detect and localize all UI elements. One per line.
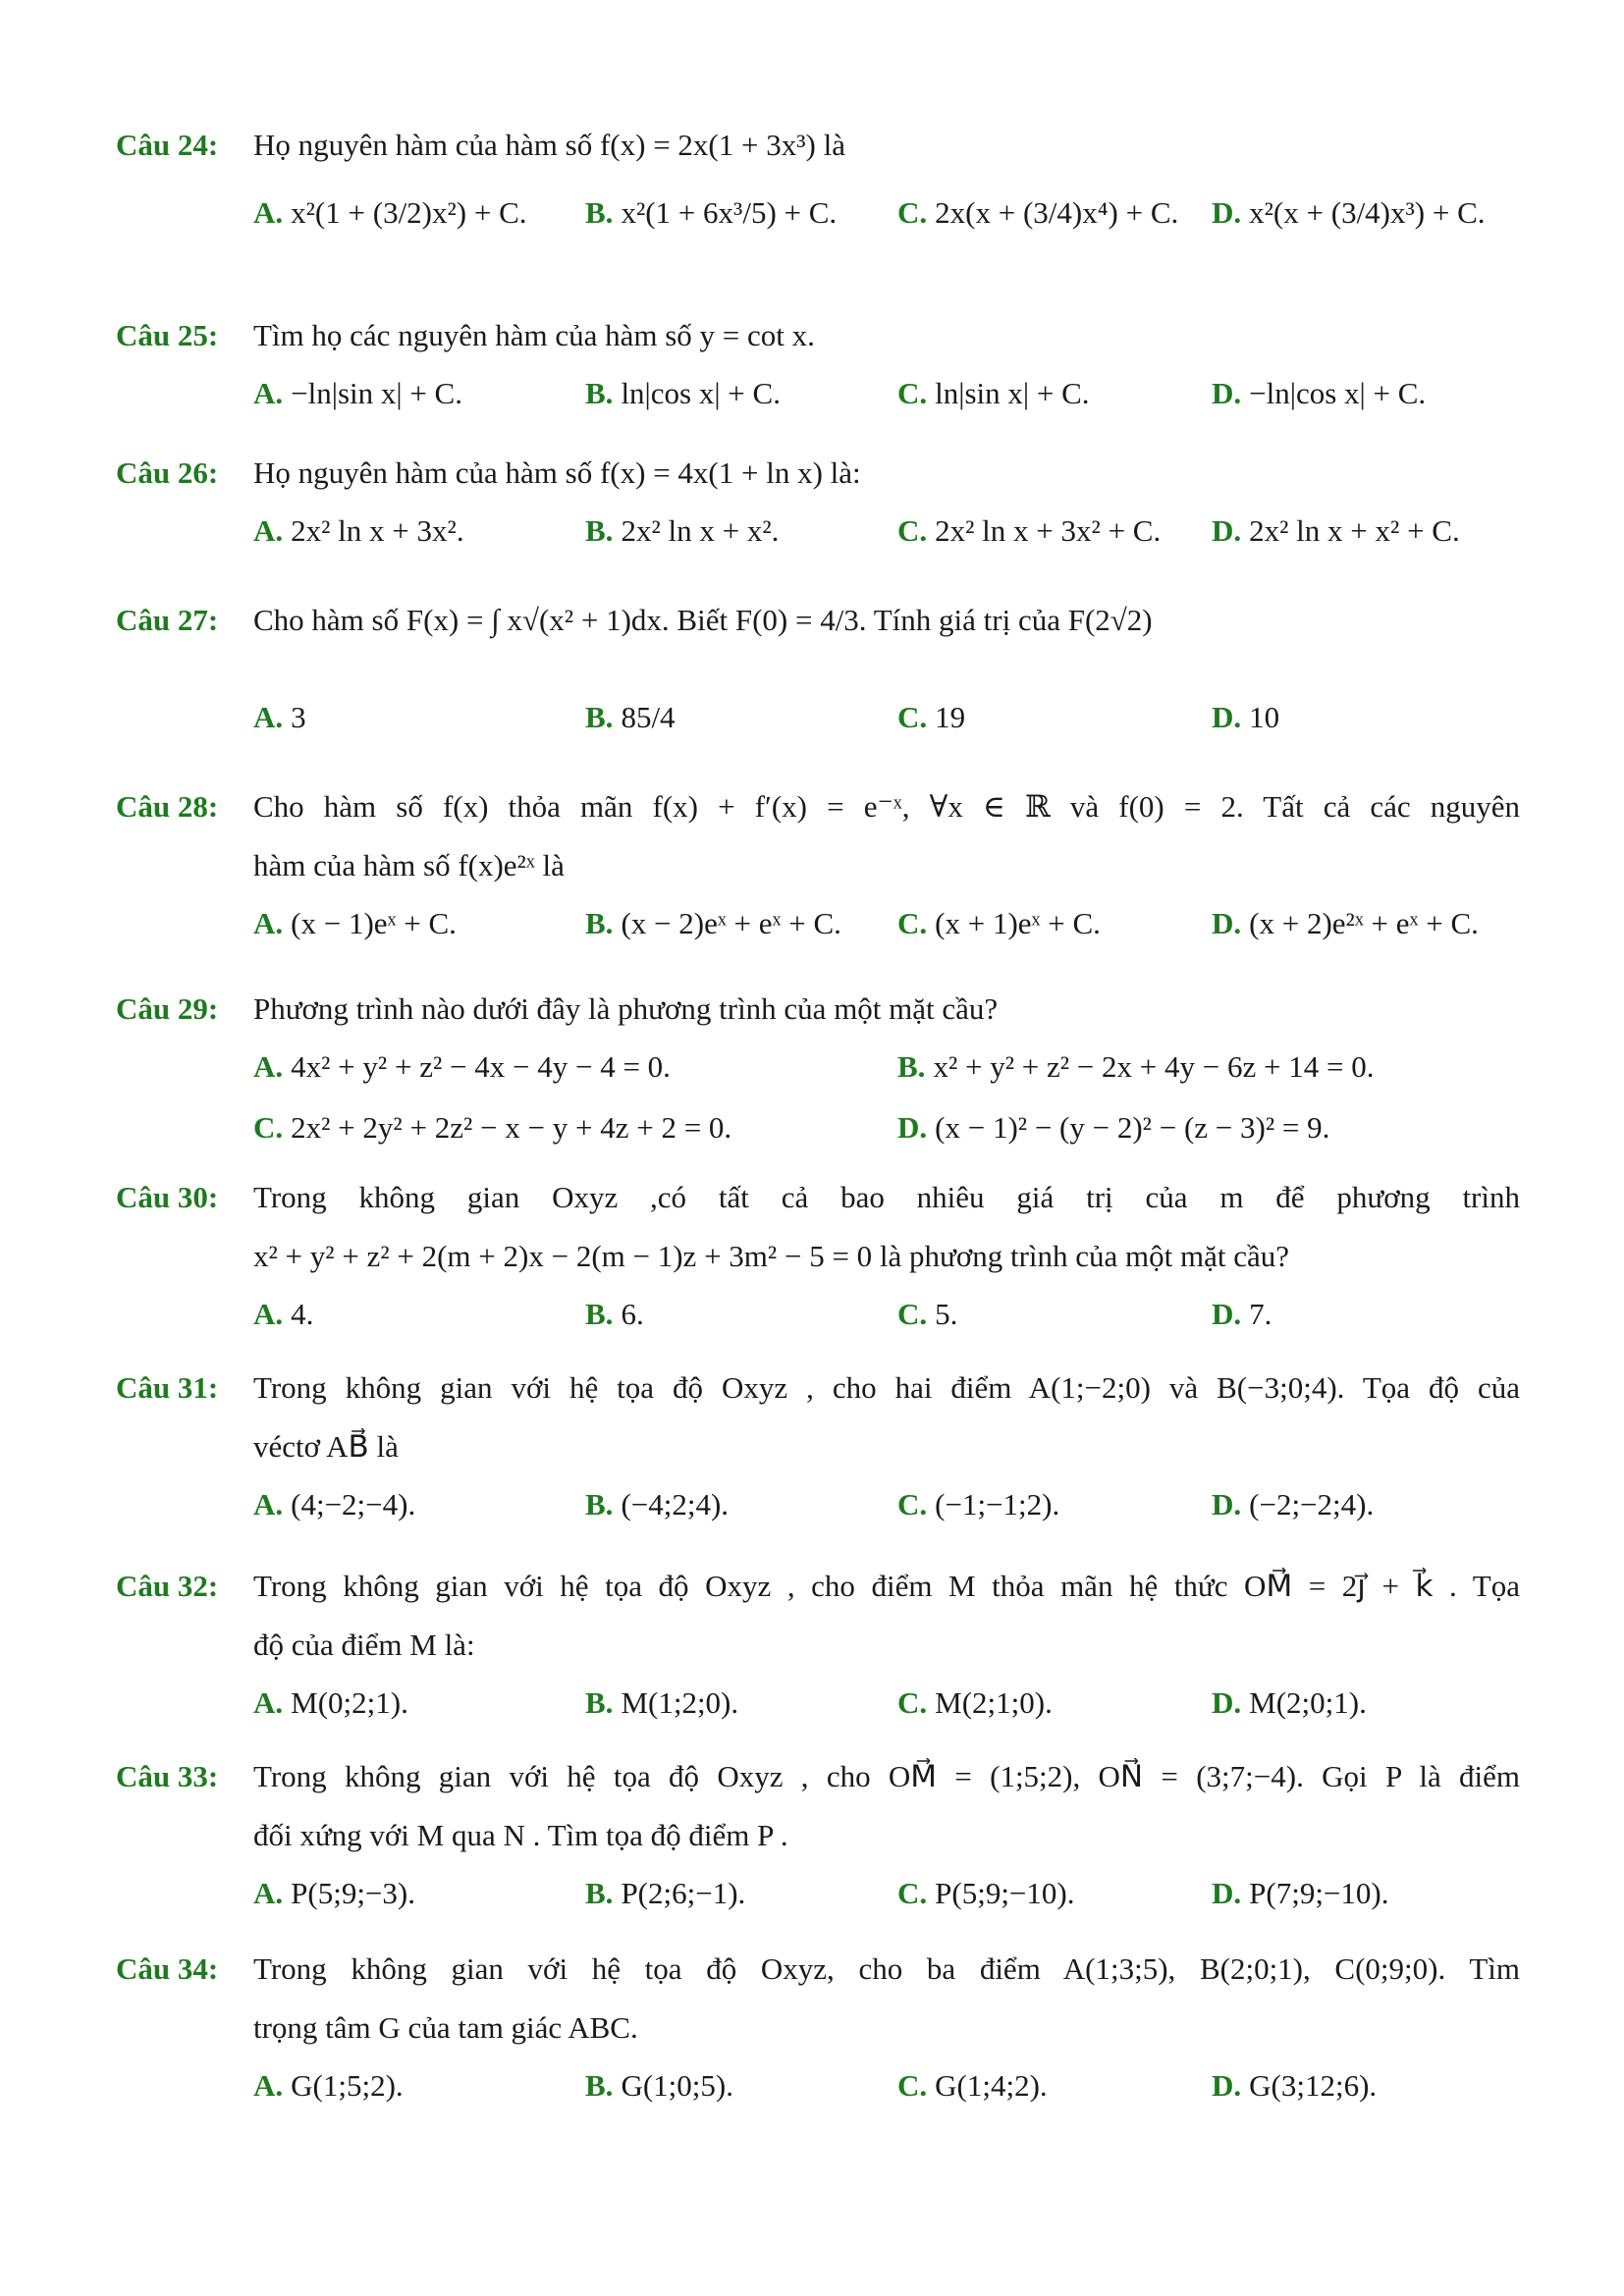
question-number: Câu 34:: [116, 1951, 219, 1986]
answer-options: [253, 1675, 1520, 1732]
question-text: Họ nguyên hàm của hàm số f(x) = 2x(1 + 3x³) là: [253, 128, 845, 162]
question-27: [116, 591, 1520, 746]
question-text: Trong không gian với hệ tọa độ Oxyz , cho điểm M thỏa mãn hệ thức OM⃗ = 2j⃗ + k⃗ . Tọa: [253, 1569, 1520, 1603]
option-b[interactable]: B. (−4;2;4).: [585, 1487, 730, 1522]
answer-options: [253, 1476, 1520, 1533]
option-d[interactable]: D. M(2;0;1).: [1212, 1685, 1367, 1720]
question-number: Câu 30:: [116, 1180, 219, 1214]
option-c[interactable]: C. P(5;9;−10).: [897, 1876, 1075, 1910]
option-a[interactable]: A. 2x² ln x + 3x².: [253, 513, 464, 548]
question-number: Câu 31:: [116, 1370, 219, 1405]
option-b[interactable]: B. 2x² ln x + x².: [585, 513, 780, 548]
option-b[interactable]: B. ln|cos x| + C.: [585, 376, 781, 410]
option-a[interactable]: A. 4x² + y² + z² − 4x − 4y − 4 = 0.: [253, 1049, 671, 1084]
option-b[interactable]: B. 6.: [585, 1297, 644, 1331]
question-text-continued: độ của điểm M là:: [253, 1628, 475, 1662]
question-text-continued: đối xứng với M qua N . Tìm tọa độ điểm P .: [253, 1818, 788, 1852]
option-a[interactable]: A. G(1;5;2).: [253, 2068, 404, 2103]
question-number: Câu 32:: [116, 1569, 219, 1603]
question-26: [116, 444, 1520, 560]
question-text: Trong không gian với hệ tọa độ Oxyz, cho ba điểm A(1;3;5), B(2;0;1), C(0;9;0). Tìm: [253, 1951, 1520, 1986]
option-c[interactable]: C. ln|sin x| + C.: [897, 376, 1090, 410]
question-25: [116, 306, 1520, 422]
question-31: [116, 1359, 1520, 1533]
question-text-continued: x² + y² + z² + 2(m + 2)x − 2(m − 1)z + 3m² − 5 = 0 là phương trình của một mặt cầu?: [253, 1239, 1290, 1273]
option-c[interactable]: C. 2x² ln x + 3x² + C.: [897, 513, 1162, 548]
question-number: Câu 27:: [116, 603, 219, 637]
question-number: Câu 29:: [116, 991, 219, 1026]
question-29: [116, 980, 1520, 1156]
option-b[interactable]: B. 85/4: [585, 700, 676, 734]
answer-options: [253, 503, 1520, 560]
question-32: [116, 1557, 1520, 1732]
question-text: Họ nguyên hàm của hàm số f(x) = 4x(1 + ln x) là:: [253, 455, 861, 490]
question-text: Cho hàm số F(x) = ∫ x√(x² + 1)dx. Biết F(0) = 4/3. Tính giá trị của F(2√2): [253, 603, 1153, 637]
answer-options: [253, 185, 1520, 241]
answer-options: [253, 2057, 1520, 2114]
question-text-continued: trọng tâm G của tam giác ABC.: [253, 2010, 638, 2045]
option-a[interactable]: A. P(5;9;−3).: [253, 1876, 415, 1910]
option-a[interactable]: A. 3: [253, 700, 306, 734]
answer-options-row-1: [253, 1039, 1520, 1095]
option-d[interactable]: D. (−2;−2;4).: [1212, 1487, 1375, 1522]
option-d[interactable]: D. x²(x + (3/4)x³) + C.: [1212, 195, 1486, 230]
option-a[interactable]: A. (4;−2;−4).: [253, 1487, 416, 1522]
answer-options: [253, 895, 1520, 952]
answer-options: [253, 1865, 1520, 1922]
question-text: Trong không gian với hệ tọa độ Oxyz , cho OM⃗ = (1;5;2), ON⃗ = (3;7;−4). Gọi P là điểm: [253, 1759, 1520, 1793]
question-text: Phương trình nào dưới đây là phương trình của một mặt cầu?: [253, 991, 999, 1026]
option-c[interactable]: C. 2x² + 2y² + 2z² − x − y + 4z + 2 = 0.: [253, 1110, 732, 1145]
option-d[interactable]: D. P(7;9;−10).: [1212, 1876, 1389, 1910]
option-d[interactable]: D. 2x² ln x + x² + C.: [1212, 513, 1460, 548]
option-b[interactable]: B. P(2;6;−1).: [585, 1876, 746, 1910]
option-a[interactable]: A. M(0;2;1).: [253, 1685, 408, 1720]
option-a[interactable]: A. (x − 1)eˣ + C.: [253, 906, 457, 940]
option-c[interactable]: C. 19: [897, 700, 966, 734]
question-33: [116, 1747, 1520, 1922]
answer-options: [253, 1286, 1520, 1343]
option-b[interactable]: B. (x − 2)eˣ + eˣ + C.: [585, 906, 841, 940]
option-c[interactable]: C. G(1;4;2).: [897, 2068, 1048, 2103]
option-d[interactable]: D. (x − 1)² − (y − 2)² − (z − 3)² = 9.: [897, 1110, 1330, 1145]
question-number: Câu 26:: [116, 455, 219, 490]
option-d[interactable]: D. −ln|cos x| + C.: [1212, 376, 1427, 410]
option-b[interactable]: B. x²(1 + 6x³/5) + C.: [585, 195, 838, 230]
option-c[interactable]: C. 2x(x + (3/4)x⁴) + C.: [897, 195, 1179, 230]
question-28: [116, 777, 1520, 952]
question-30: [116, 1168, 1520, 1343]
question-number: Câu 24:: [116, 128, 219, 162]
answer-options: [253, 689, 1520, 746]
question-text: Trong không gian với hệ tọa độ Oxyz , cho hai điểm A(1;−2;0) và B(−3;0;4). Tọa độ của: [253, 1370, 1520, 1405]
question-text: Tìm họ các nguyên hàm của hàm số y = cot x.: [253, 318, 815, 352]
option-d[interactable]: D. 7.: [1212, 1297, 1272, 1331]
option-b[interactable]: B. x² + y² + z² − 2x + 4y − 6z + 14 = 0.: [897, 1049, 1375, 1084]
option-c[interactable]: C. (x + 1)eˣ + C.: [897, 906, 1101, 940]
option-c[interactable]: C. (−1;−1;2).: [897, 1487, 1060, 1522]
option-a[interactable]: A. 4.: [253, 1297, 314, 1331]
question-number: Câu 25:: [116, 318, 219, 352]
question-number: Câu 28:: [116, 789, 219, 824]
option-c[interactable]: C. M(2;1;0).: [897, 1685, 1053, 1720]
question-24: [116, 116, 1520, 241]
question-34: [116, 1940, 1520, 2114]
option-d[interactable]: D. 10: [1212, 700, 1280, 734]
option-b[interactable]: B. M(1;2;0).: [585, 1685, 739, 1720]
option-b[interactable]: B. G(1;0;5).: [585, 2068, 733, 2103]
option-a[interactable]: A. −ln|sin x| + C.: [253, 376, 462, 410]
question-text: Trong không gian Oxyz ,có tất cả bao nhiêu giá trị của m để phương trình: [253, 1180, 1520, 1214]
option-d[interactable]: D. (x + 2)e²ˣ + eˣ + C.: [1212, 906, 1479, 940]
question-text-continued: véctơ AB⃗ là: [253, 1429, 399, 1464]
question-text: Cho hàm số f(x) thỏa mãn f(x) + f′(x) = e⁻ˣ, ∀x ∈ ℝ và f(0) = 2. Tất cả các nguyên: [253, 789, 1520, 824]
question-number: Câu 33:: [116, 1759, 219, 1793]
answer-options: [253, 365, 1520, 422]
option-d[interactable]: D. G(3;12;6).: [1212, 2068, 1378, 2103]
question-text-continued: hàm của hàm số f(x)e²ˣ là: [253, 848, 565, 882]
option-c[interactable]: C. 5.: [897, 1297, 958, 1331]
option-a[interactable]: A. x²(1 + (3/2)x²) + C.: [253, 195, 527, 230]
answer-options-row-2: [253, 1099, 1520, 1156]
